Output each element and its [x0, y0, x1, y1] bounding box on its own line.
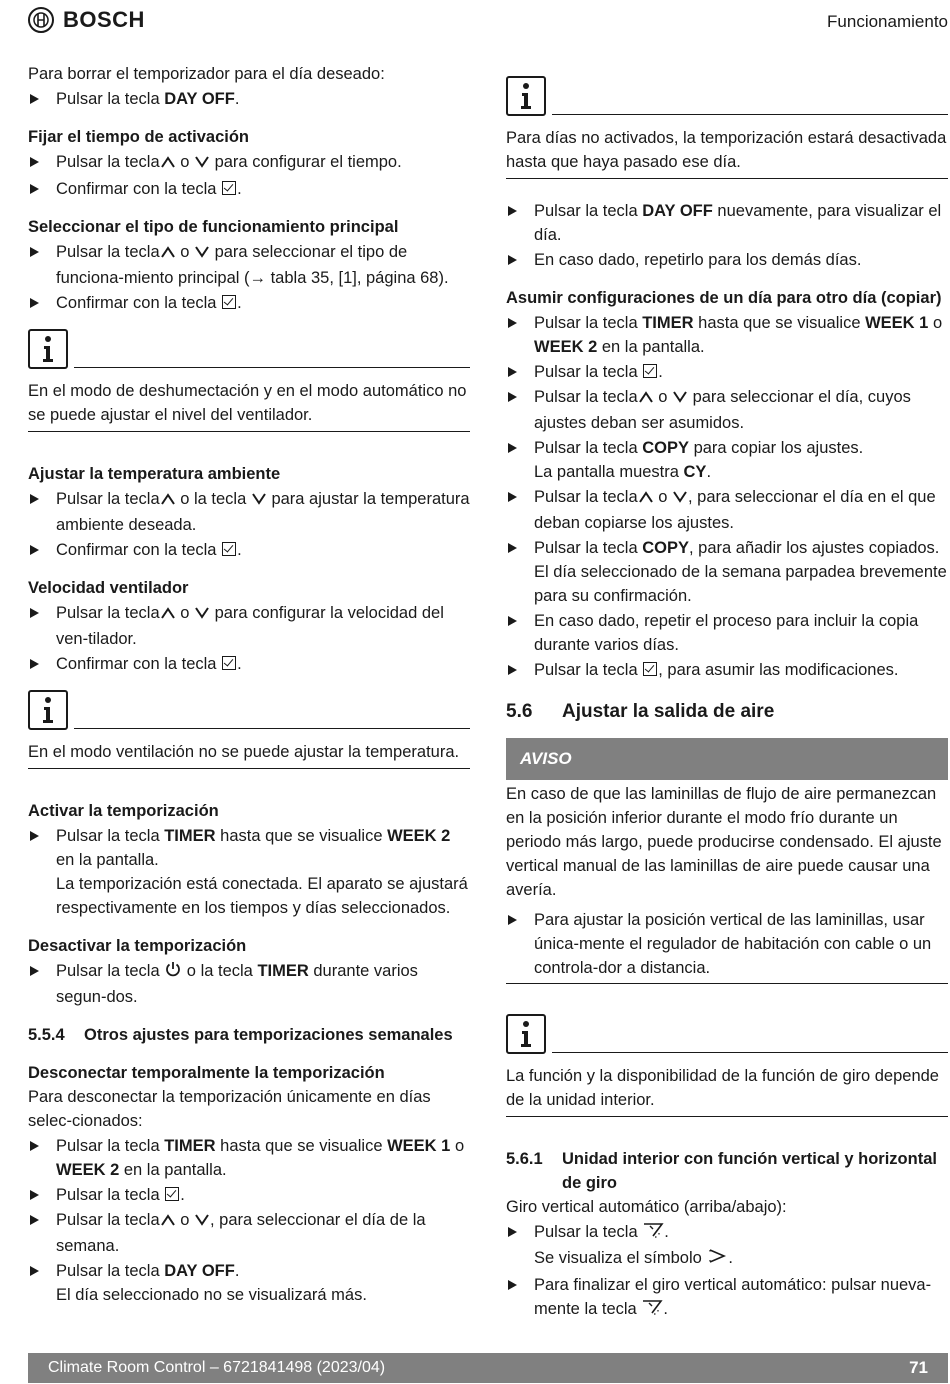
list-velocidad — [28, 601, 470, 676]
info-text: Para días no activados, la temporización estará desactivada hasta que haya pasado ese día. — [506, 116, 948, 179]
confirm-checkbox-icon — [222, 542, 236, 556]
paragraph-borrar: Para borrar el temporizador para el día deseado: — [28, 65, 385, 83]
list-seleccionar — [28, 240, 470, 315]
list-borrar — [28, 87, 470, 111]
heading-velocidad: Velocidad ventilador — [28, 579, 189, 597]
list-item: Pulsar la tecla DAY OFF. El día seleccionado no se visualizará más. — [28, 1259, 470, 1307]
confirm-checkbox-icon — [643, 364, 657, 378]
up-arrow-icon — [160, 242, 176, 266]
up-arrow-icon — [160, 603, 176, 627]
info-note — [28, 329, 470, 432]
up-arrow-icon — [160, 489, 176, 513]
list-ajustar — [28, 487, 470, 562]
info-note — [506, 76, 948, 179]
confirm-checkbox-icon — [222, 295, 236, 309]
up-arrow-icon — [638, 487, 654, 511]
list-item: Pulsar la tecla o para configurar la velocidad del ven-tilador. — [28, 601, 470, 651]
bosch-armature-icon — [28, 7, 54, 33]
page-header — [0, 0, 950, 44]
list-item: Pulsar la tecla o , para seleccionar el día en el que deban copiarse los ajustes. — [506, 485, 948, 535]
list-item: Pulsar la tecla o para seleccionar el día, cuyos ajustes deban ser asumidos. — [506, 385, 948, 435]
confirm-checkbox-icon — [222, 181, 236, 195]
heading-asumir: Asumir configuraciones de un día para otro día (copiar) — [506, 289, 942, 307]
list-item: Para ajustar la posición vertical de las laminillas, usar única-mente el regulador de habitación con cable o un controla-dor a distancia. — [506, 908, 948, 980]
down-arrow-icon — [672, 487, 688, 511]
list-item: Pulsar la tecla , para asumir las modificaciones. — [506, 658, 948, 682]
aviso-list — [506, 908, 948, 980]
list-item: Pulsar la tecla . — [506, 360, 948, 384]
heading-activar: Activar la temporización — [28, 802, 219, 820]
down-arrow-icon — [194, 1210, 210, 1234]
list-item: Pulsar la tecla . — [28, 1183, 470, 1207]
swing-key-icon — [642, 1221, 664, 1246]
heading-seleccionar: Seleccionar el tipo de funcionamiento principal — [28, 218, 399, 236]
info-icon — [28, 329, 68, 369]
aviso-box — [506, 738, 948, 984]
page-footer — [28, 1353, 948, 1383]
list-giro — [506, 1220, 948, 1323]
list-item: Pulsar la tecla COPY, para añadir los ajustes copiados. El día seleccionado de la semana parpadea brevemente para su confirmación. — [506, 536, 948, 608]
info-text: En el modo ventilación no se puede ajustar la temperatura. — [28, 730, 470, 769]
list-item: Confirmar con la tecla . — [28, 291, 470, 315]
info-note — [28, 690, 470, 769]
section-5-6-1: 5.6.1 Unidad interior con función vertical y horizontal de giro — [506, 1150, 937, 1192]
list-item: Pulsar la tecla o , para seleccionar el día de la semana. — [28, 1208, 470, 1258]
list-item: Pulsar la tecla o para seleccionar el tipo de funciona-miento principal (→ tabla 35, [1], página 68). — [28, 240, 470, 290]
list-item: Confirmar con la tecla . — [28, 177, 470, 201]
down-arrow-icon — [194, 152, 210, 176]
brand-name: BOSCH — [63, 7, 145, 32]
right-column — [506, 76, 948, 1324]
info-text: En el modo de deshumectación y en el modo automático no se puede ajustar el nivel del ventilador. — [28, 369, 470, 432]
heading-ajustar: Ajustar la temperatura ambiente — [28, 465, 281, 483]
down-arrow-icon — [194, 603, 210, 627]
list-desactivar — [28, 959, 470, 1009]
list-item: Pulsar la tecla TIMER hasta que se visualice WEEK 1 o WEEK 2 en la pantalla. — [506, 311, 948, 359]
list-item: Pulsar la tecla . Se visualiza el símbolo . — [506, 1220, 948, 1272]
up-arrow-icon — [160, 152, 176, 176]
list-item: Pulsar la tecla DAY OFF nuevamente, para visualizar el día. — [506, 199, 948, 247]
up-arrow-icon — [160, 1210, 176, 1234]
power-icon — [164, 960, 182, 985]
section-5-6: 5.6 Ajustar la salida de aire — [506, 701, 775, 722]
confirm-checkbox-icon — [165, 1187, 179, 1201]
up-arrow-icon — [638, 387, 654, 411]
list-item: Pulsar la tecla TIMER hasta que se visualice WEEK 2 en la pantalla. La temporización está conectada. El aparato se ajustará respectivamente en los tiempos y días seleccionados. — [28, 824, 470, 920]
info-icon — [28, 690, 68, 730]
list-item: Pulsar la tecla COPY para copiar los ajustes. La pantalla muestra CY. — [506, 436, 948, 484]
section-title: Funcionamiento — [827, 12, 948, 31]
list-item: Confirmar con la tecla . — [28, 652, 470, 676]
list-item: Pulsar la tecla o la tecla TIMER durante varios segun-dos. — [28, 959, 470, 1009]
list-activar — [28, 824, 470, 920]
aviso-text: En caso de que las laminillas de flujo de aire permanezcan en la posición inferior durante el modo frío durante un periodo más largo, puede producirse condensado. El ajuste vertical manual de las laminillas de aire puede causar una avería. — [506, 785, 942, 899]
swing-symbol-icon — [706, 1247, 728, 1272]
list-item: Pulsar la tecla TIMER hasta que se visualice WEEK 1 o WEEK 2 en la pantalla. — [28, 1134, 470, 1182]
bosch-logo — [28, 7, 145, 33]
down-arrow-icon — [251, 489, 267, 513]
footer-document: Climate Room Control – 6721841498 (2023/04) — [48, 1359, 386, 1376]
left-column — [28, 62, 470, 1308]
paragraph-desconectar: Para desconectar la temporización únicamente en días selec-cionados: — [28, 1088, 431, 1130]
confirm-checkbox-icon — [222, 656, 236, 670]
list-item: En caso dado, repetirlo para los demás días. — [506, 248, 948, 272]
heading-desactivar: Desactivar la temporización — [28, 937, 247, 955]
info-text: La función y la disponibilidad de la función de giro depende de la unidad interior. — [506, 1054, 948, 1117]
page-number: 71 — [909, 1358, 928, 1377]
list-fijar — [28, 150, 470, 201]
list-item: Confirmar con la tecla . — [28, 538, 470, 562]
section-5-5-4: 5.5.4 Otros ajustes para temporizaciones semanales — [28, 1026, 453, 1044]
list-item: Pulsar la tecla o la tecla para ajustar la temperatura ambiente deseada. — [28, 487, 470, 537]
paragraph-giro: Giro vertical automático (arriba/abajo): — [506, 1198, 787, 1216]
list-item: Pulsar la tecla DAY OFF. — [28, 87, 470, 111]
heading-desconectar: Desconectar temporalmente la temporización — [28, 1064, 385, 1082]
down-arrow-icon — [672, 387, 688, 411]
info-icon — [506, 1014, 546, 1054]
list-item: Para finalizar el giro vertical automático: pulsar nueva-mente la tecla . — [506, 1273, 948, 1323]
list-item: Pulsar la tecla o para configurar el tiempo. — [28, 150, 470, 176]
list-item: En caso dado, repetir el proceso para incluir la copia durante varios días. — [506, 609, 948, 657]
aviso-label: AVISO — [506, 738, 948, 780]
list-asumir — [506, 311, 948, 682]
confirm-checkbox-icon — [643, 662, 657, 676]
list-dayoff — [506, 199, 948, 272]
info-icon — [506, 76, 546, 116]
down-arrow-icon — [194, 242, 210, 266]
list-desconectar — [28, 1134, 470, 1307]
info-note — [506, 1014, 948, 1117]
heading-fijar: Fijar el tiempo de activación — [28, 128, 249, 146]
swing-key-icon — [641, 1298, 663, 1323]
